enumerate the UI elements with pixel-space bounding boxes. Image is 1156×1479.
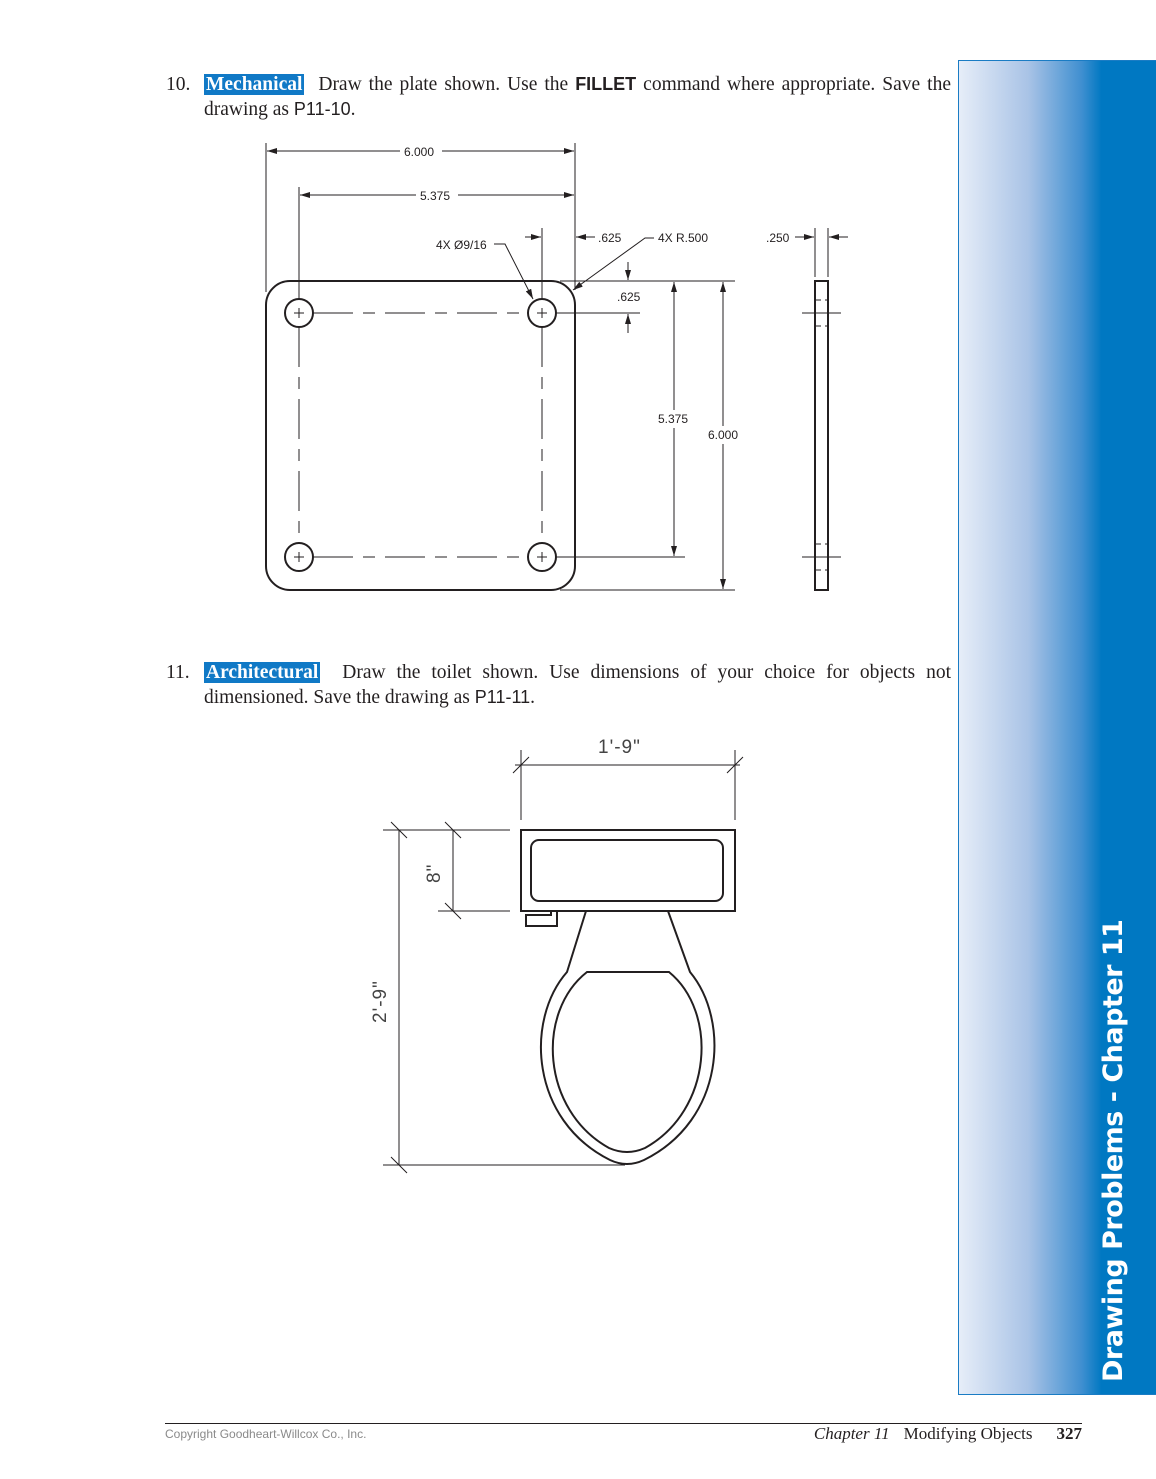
running-footer	[814, 1424, 1082, 1444]
dim-overall-length: 2'-9"	[370, 980, 391, 1023]
period: .	[530, 687, 536, 708]
dim-tank-depth: 8"	[424, 863, 445, 883]
chapter-label: Chapter 11	[813, 1424, 890, 1443]
sidebar-title: Drawing Problems - Chapter 11	[1098, 919, 1129, 1382]
plate-outline	[266, 281, 575, 590]
period: .	[350, 99, 356, 120]
filename: P11-10	[293, 99, 351, 119]
instruction-text: Draw the toilet shown. Use dimensions of your choice for objects not dimensioned. Save the drawing as	[204, 662, 951, 708]
bowl-outline	[541, 911, 714, 1164]
dim-width: 1'-9"	[598, 737, 641, 758]
copyright: Copyright Goodheart-Willcox Co., Inc.	[165, 1427, 367, 1441]
hole-callout: 4X Ø9/16	[436, 238, 487, 252]
dim-hole-spacing-x: 5.375	[420, 189, 451, 203]
category-tag: Mechanical	[206, 74, 303, 95]
filename: P11-11	[474, 687, 531, 707]
flush-handle	[526, 911, 557, 926]
problem-number: 10.	[166, 74, 191, 95]
tank-lid	[531, 840, 723, 901]
holes	[285, 299, 556, 571]
command-name: FILLET	[575, 74, 637, 94]
dim-edge-offset-x: .625	[598, 231, 622, 245]
tank-outline	[521, 830, 735, 911]
problem-number: 11.	[166, 662, 190, 683]
toilet-drawing	[370, 737, 743, 1173]
category-tag: Architectural	[206, 662, 319, 683]
chapter-title: Modifying Objects	[903, 1424, 1033, 1443]
plate-drawing	[266, 143, 848, 590]
dim-overall-width: 6.000	[404, 145, 435, 159]
instruction-text: Draw the plate shown. Use the	[318, 74, 576, 95]
center-lines	[299, 313, 542, 557]
instruction-text: command where appropriate. Save the drawing as	[204, 74, 951, 120]
dim-overall-height: 6.000	[708, 428, 739, 442]
dim-hole-spacing-y: 5.375	[658, 412, 689, 426]
seat-opening	[553, 972, 702, 1152]
dim-edge-offset-y: .625	[617, 290, 641, 304]
dim-thickness: .250	[766, 231, 790, 245]
page-number: 327	[1056, 1424, 1082, 1443]
fillet-callout: 4X R.500	[658, 231, 709, 245]
